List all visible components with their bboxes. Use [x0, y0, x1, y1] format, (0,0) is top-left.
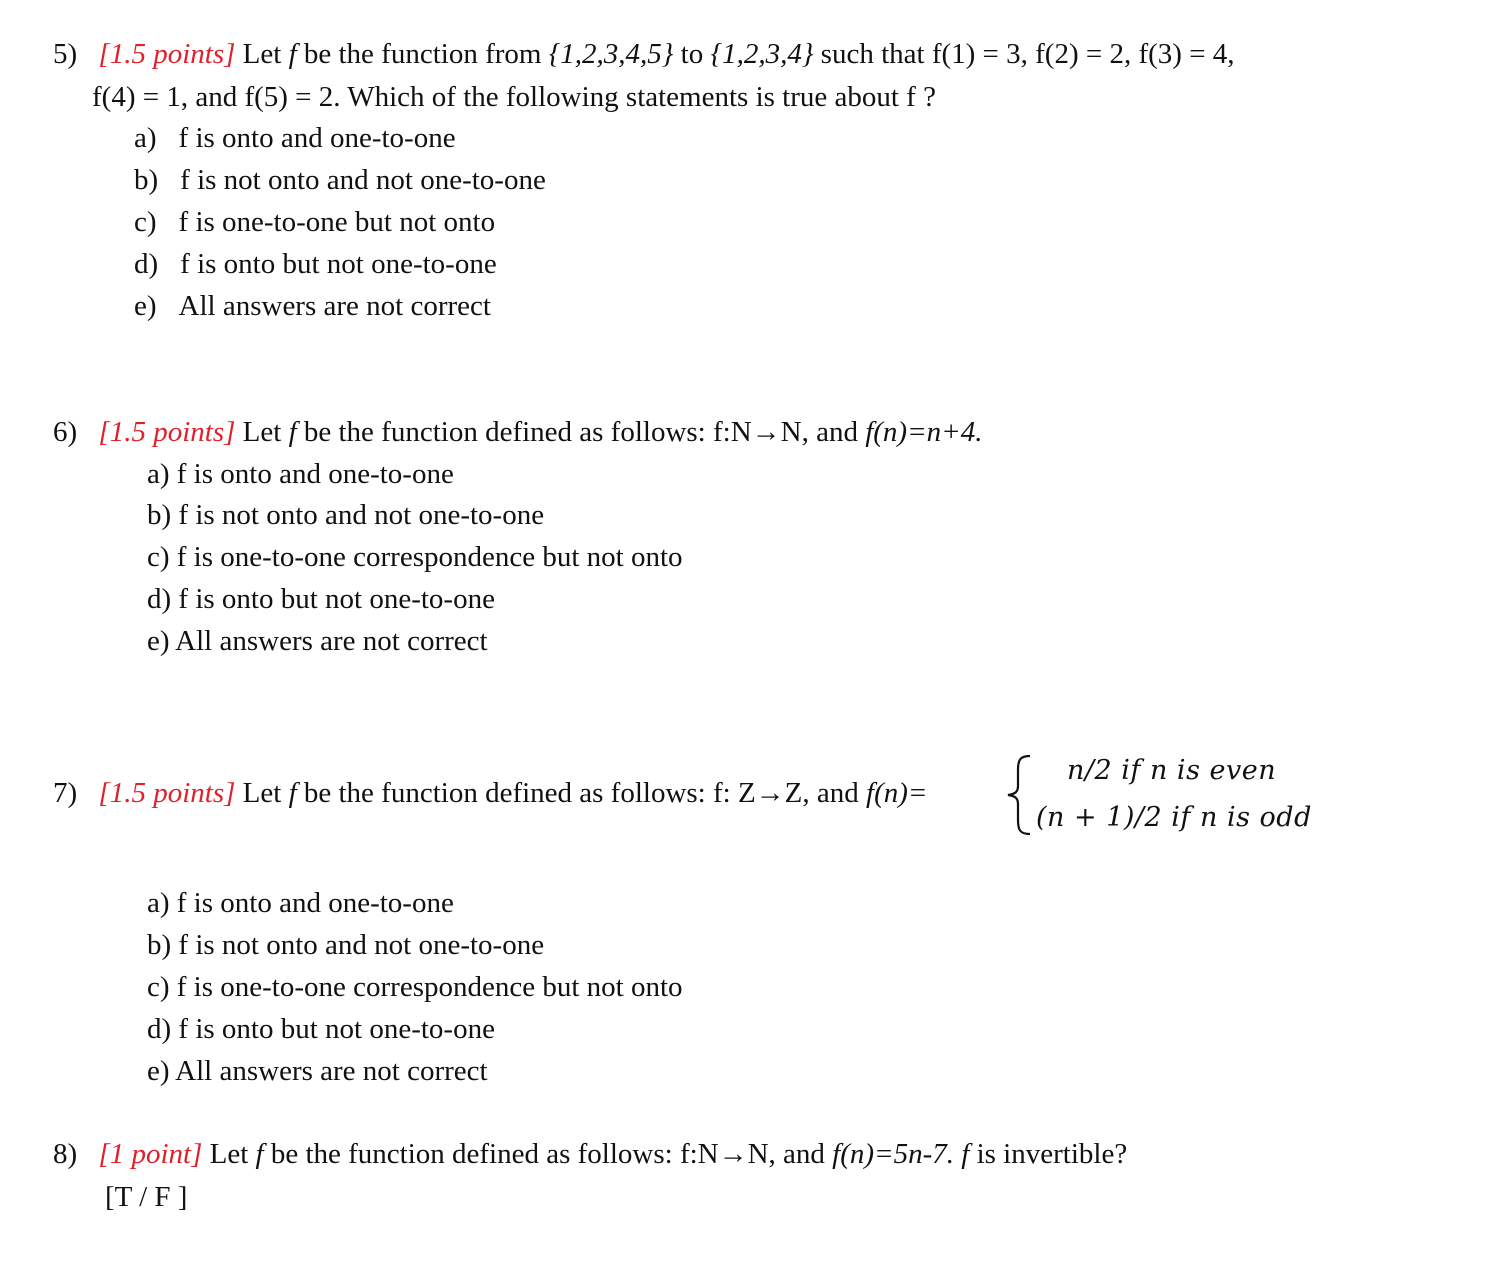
option-letter: a) [134, 122, 157, 154]
points-label: [1 point] [98, 1138, 203, 1170]
stem-text: be the function defined as follows: f: Z→Z, and [303, 777, 859, 809]
function-symbol: f [288, 777, 297, 809]
option-text: f is onto but not one-to-one [180, 248, 497, 280]
codomain-set: {1,2,3,4} [710, 38, 814, 70]
piecewise-case-even: n/2 if n is even [1067, 755, 1277, 786]
option-b[interactable] [134, 166, 546, 195]
points-label: [1.5 points] [98, 38, 236, 70]
question-number: 5) [53, 38, 78, 70]
function-formula: f(n)=5n-7. [832, 1138, 955, 1170]
question-6-stem [53, 418, 982, 447]
function-symbol: f [288, 416, 297, 448]
stem-text: be the function defined as follows: f:N→N, and [303, 416, 858, 448]
stem-text: Let [242, 777, 282, 809]
function-formula-lhs: f(n)= [866, 777, 928, 809]
option-c[interactable]: c) f is one-to-one correspondence but not onto [147, 971, 683, 1003]
domain-set: {1,2,3,4,5} [548, 38, 674, 70]
option-d[interactable] [134, 250, 497, 279]
function-values: f(1) = 3, f(2) = 2, f(3) = 4, [931, 38, 1235, 70]
option-text: All answers are not correct [178, 290, 491, 322]
option-text: f is not onto and not one-to-one [180, 164, 546, 196]
stem-text: to [680, 38, 704, 70]
question-number: 7) [53, 777, 78, 809]
piecewise-case-odd: (n + 1)/2 if n is odd [1036, 802, 1312, 833]
option-a[interactable]: a) f is onto and one-to-one [147, 458, 454, 490]
option-c[interactable] [134, 208, 495, 237]
option-letter: e) [134, 290, 157, 322]
option-letter: c) [134, 206, 157, 238]
option-letter: d) [134, 248, 159, 280]
stem-text: such that [820, 38, 925, 70]
stem-text: Let [242, 38, 282, 70]
function-symbol: f [288, 38, 297, 70]
option-b[interactable]: b) f is not onto and not one-to-one [147, 929, 545, 961]
option-c[interactable]: c) f is one-to-one correspondence but not onto [147, 541, 683, 573]
option-letter: b) [134, 164, 159, 196]
function-formula: f(n)=n+4. [865, 416, 983, 448]
points-label: [1.5 points] [98, 416, 236, 448]
function-symbol: f [255, 1138, 264, 1170]
option-e[interactable]: e) All answers are not correct [147, 625, 488, 657]
option-a[interactable]: a) f is onto and one-to-one [147, 887, 454, 919]
stem-text: be the function from [303, 38, 542, 70]
option-d[interactable]: d) f is onto but not one-to-one [147, 1013, 495, 1045]
left-brace-icon [1004, 752, 1034, 838]
option-b[interactable]: b) f is not onto and not one-to-one [147, 499, 545, 531]
question-5-stem-line2: f(4) = 1, and f(5) = 2. Which of the following statements is true about f ? [92, 81, 936, 113]
option-text: f is one-to-one but not onto [178, 206, 496, 238]
option-d[interactable]: d) f is onto but not one-to-one [147, 583, 495, 615]
question-8-stem [53, 1140, 1127, 1169]
option-e[interactable]: e) All answers are not correct [147, 1055, 488, 1087]
points-label: [1.5 points] [98, 777, 236, 809]
question-7-stem [53, 779, 927, 808]
stem-text: be the function defined as follows: f:N→N, and [270, 1138, 825, 1170]
function-symbol: f [961, 1138, 970, 1170]
stem-text: is invertible? [976, 1138, 1128, 1170]
stem-text: Let [209, 1138, 249, 1170]
stem-text: Let [242, 416, 282, 448]
option-e[interactable] [134, 292, 491, 321]
true-false-answer[interactable]: [T / F ] [105, 1181, 188, 1213]
option-text: f is onto and one-to-one [178, 122, 456, 154]
question-5-stem-line1 [53, 40, 1235, 69]
option-a[interactable] [134, 124, 456, 153]
question-number: 6) [53, 416, 78, 448]
question-number: 8) [53, 1138, 78, 1170]
